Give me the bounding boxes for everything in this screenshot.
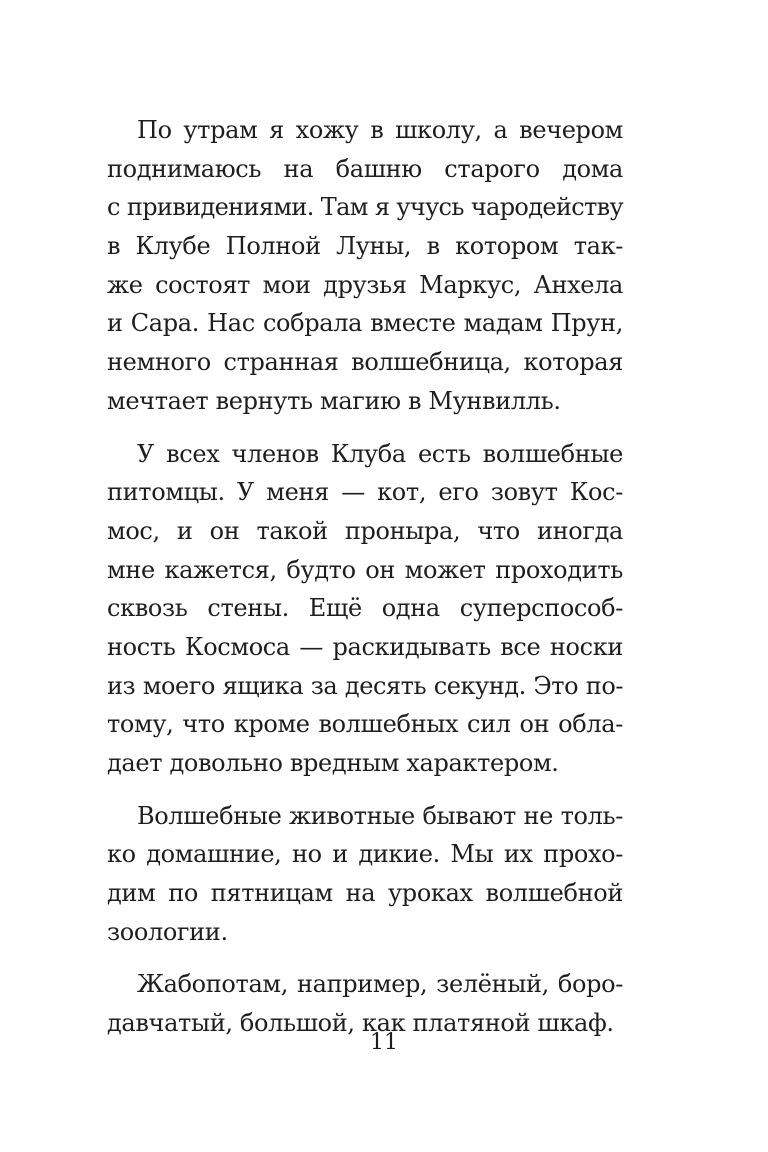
paragraph-1 <box>107 111 623 421</box>
paragraph-gap <box>107 951 623 965</box>
paragraph-gap <box>107 421 623 435</box>
text-line: и Сара. Нас собрала вместе мадам Прун, <box>107 309 623 338</box>
text-line: тому, что кроме волшебных сил он обла- <box>107 710 623 739</box>
text-line: мне кажется, будто он может проходить <box>107 555 623 584</box>
paragraph-3 <box>107 797 623 952</box>
text-line: немного странная волшебница, которая <box>107 348 623 377</box>
text-line: зоологии. <box>107 917 228 946</box>
text-line: поднимаюсь на башню старого дома <box>107 154 623 183</box>
text-line: ко домашние, но и дикие. Мы их прохо- <box>107 840 623 869</box>
page-number: 11 <box>370 1030 398 1055</box>
text-line: Волшебные животные бывают не толь- <box>137 801 623 830</box>
text-line: дает довольно вредным характером. <box>107 749 559 777</box>
text-line: По утрам я хожу в школу, а вечером <box>137 116 623 144</box>
text-line: мос, и он такой проныра, что иногда <box>107 516 623 545</box>
text-line: ность Космоса — раскидывать все носки <box>107 632 623 661</box>
text-line: из моего ящика за десять секунд. Это по- <box>107 671 623 700</box>
text-line: же состоят мои друзья Маркус, Анхела <box>107 270 623 299</box>
text-line: У всех членов Клуба есть волшебные <box>137 439 623 468</box>
text-line: в Клубе Полной Луны, в котором так- <box>107 232 623 261</box>
text-line: питомцы. У меня — кот, его зовут Кос- <box>107 478 623 507</box>
text-line: Жабопотам, например, зелёный, боро- <box>137 970 623 999</box>
body-text <box>107 111 623 1043</box>
paragraph-gap <box>107 783 623 797</box>
text-line: давчатый, большой, как платяной шкаф. <box>107 1009 614 1038</box>
text-line: мечтает вернуть магию в Мунвилль. <box>107 386 561 415</box>
text-line: сквозь стены. Ещё одна суперспособ- <box>107 594 623 623</box>
text-line: с привидениями. Там я учусь чародейству <box>107 193 623 222</box>
paragraph-2 <box>107 435 623 783</box>
text-line: дим по пятницам на уроках волшебной <box>107 879 623 908</box>
